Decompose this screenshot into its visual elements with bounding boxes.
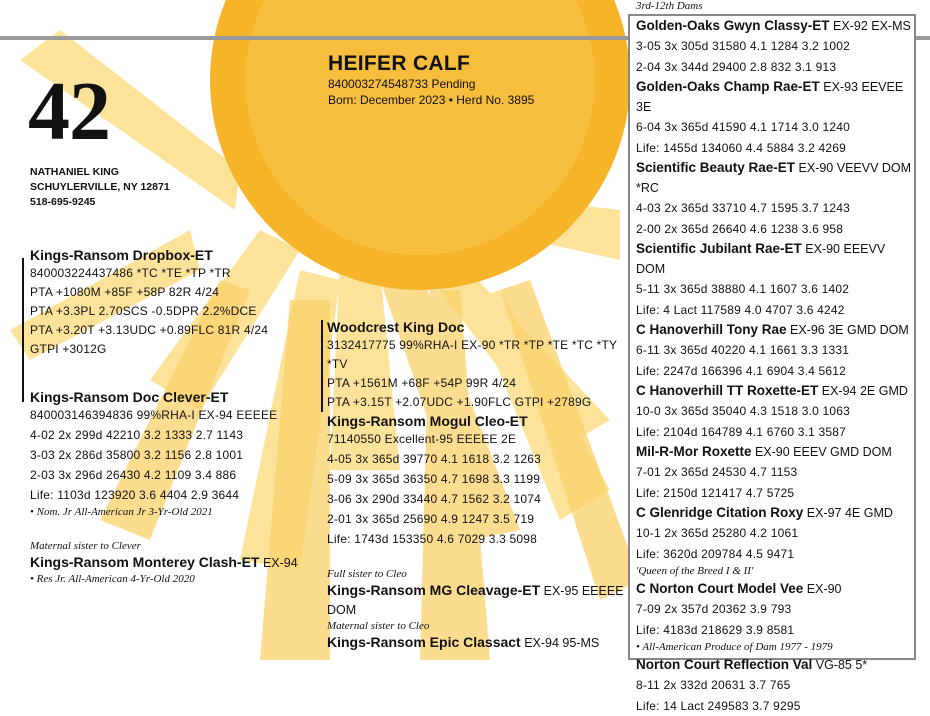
- pedigree-bracket: [22, 258, 24, 402]
- dam-name: C Hanoverhill Tony Rae: [636, 322, 787, 337]
- breeder-phone: 518-695-9245: [30, 195, 170, 210]
- ancestor-record: 3-05 3x 305d 31580 4.1 1284 3.2 1002: [636, 36, 916, 57]
- ancestor-record: 7-09 2x 357d 20362 3.9 793: [636, 599, 916, 620]
- dam-name: Norton Court Reflection Val: [636, 657, 812, 672]
- ancestor-record: 7-01 2x 365d 24530 4.7 1153: [636, 462, 916, 483]
- ancestor-note: • All-American Produce of Dam 1977 - 1979: [636, 640, 916, 655]
- second-dam-record: 5-09 3x 365d 36350 4.7 1698 3.3 1199: [327, 469, 627, 489]
- ancestor-record: 5-11 3x 365d 38880 4.1 1607 3.6 1402: [636, 279, 916, 300]
- ancestor-record: Life: 2150d 121417 4.7 5725: [636, 483, 916, 504]
- dam-note: • Nom. Jr All-American Jr 3-Yr-Old 2021: [30, 505, 300, 519]
- sire-line: 840003224437486 *TC *TE *TP *TR: [30, 264, 300, 283]
- ancestor-name: [636, 16, 916, 36]
- ancestor-record: Life: 4183d 218629 3.9 8581: [636, 620, 916, 641]
- ancestor-name: [636, 77, 916, 117]
- sister-score: EX-94 95-MS: [521, 636, 600, 650]
- sire-of-dam-name: Woodcrest King Doc: [327, 318, 627, 336]
- sire-block: [30, 246, 300, 359]
- lot-number: 42: [28, 70, 110, 154]
- cleo-sister-name: [327, 581, 627, 619]
- second-dam-record: 3-06 3x 290d 33440 4.7 1562 3.2 1074: [327, 489, 627, 509]
- second-dam-record: 2-01 3x 365d 25690 4.9 1247 3.5 719: [327, 509, 627, 529]
- dam-name: Mil-R-Mor Roxette: [636, 444, 752, 459]
- dam-record: Life: 1103d 123920 3.6 4404 2.9 3644: [30, 485, 300, 505]
- dam-name: C Hanoverhill TT Roxette-ET: [636, 383, 818, 398]
- dam-score: EX-92 EX-MS: [830, 19, 911, 33]
- dam-score: EX-96 3E GMD DOM: [787, 323, 909, 337]
- pedigree-bracket: [321, 320, 323, 412]
- ancestor-record: 2-04 3x 344d 29400 2.8 832 3.1 913: [636, 57, 916, 78]
- heifer-title: HEIFER CALF: [328, 52, 534, 76]
- maternal-sister-name: [30, 553, 300, 572]
- dam-score: EX-90 EEEV GMD DOM: [752, 445, 892, 459]
- dam-record: 4-02 2x 299d 42210 3.2 1333 2.7 1143: [30, 425, 300, 445]
- second-dam-line: 71140550 Excellent-95 EEEEE 2E: [327, 430, 627, 449]
- dam-name: Golden-Oaks Champ Rae-ET: [636, 79, 820, 94]
- ancestor-name: [636, 381, 916, 401]
- ancestor-record: 2-00 2x 365d 26640 4.6 1238 3.6 958: [636, 219, 916, 240]
- dam-name: C Norton Court Model Vee: [636, 581, 803, 596]
- dam-score: VG-85 5*: [812, 658, 867, 672]
- maternal-grand-block: [327, 318, 627, 652]
- sire-name: Kings-Ransom Dropbox-ET: [30, 246, 300, 264]
- dams-label: 3rd-12th Dams: [636, 0, 703, 12]
- ancestor-record: Life: 14 Lact 249583 3.7 9295: [636, 696, 916, 716]
- ancestor-record: Life: 2247d 166396 4.1 6904 3.4 5612: [636, 361, 916, 382]
- dam-line: 840003146394836 99%RHA-I EX-94 EEEEE: [30, 406, 300, 425]
- ancestor-name: [636, 655, 916, 675]
- dam-block: [30, 388, 300, 586]
- dam-record: 3-03 2x 286d 35800 3.2 1156 2.8 1001: [30, 445, 300, 465]
- maternal-sister-label: Maternal sister to Clever: [30, 539, 300, 553]
- sire-line: PTA +1080M +85F +58P 82R 4/24: [30, 283, 300, 302]
- ancestor-record: 8-11 2x 332d 20631 3.7 765: [636, 675, 916, 696]
- dam-score: EX-97 4E GMD: [803, 506, 893, 520]
- dam-score: EX-94 2E GMD: [818, 384, 908, 398]
- breeder-address: SCHUYLERVILLE, NY 12871: [30, 180, 170, 195]
- sire-of-dam-line: 3132417775 99%RHA-I EX-90 *TR *TP *TE *TC *TY *TV: [327, 336, 627, 374]
- cleo-sister-label: Full sister to Cleo: [327, 567, 627, 581]
- ancestor-name: [636, 579, 916, 599]
- cleo-sister-name: [327, 633, 627, 652]
- ancestor-record: 6-04 3x 365d 41590 4.1 1714 3.0 1240: [636, 117, 916, 138]
- second-dam-name: Kings-Ransom Mogul Cleo-ET: [327, 412, 627, 430]
- ancestor-record: 10-1 2x 365d 25280 4.2 1061: [636, 523, 916, 544]
- dam-name: Golden-Oaks Gwyn Classy-ET: [636, 18, 830, 33]
- breeder-name: NATHANIEL KING: [30, 165, 170, 180]
- ancestor-note: 'Queen of the Breed I & II': [636, 564, 916, 579]
- dam-name: C Glenridge Citation Roxy: [636, 505, 803, 520]
- ancestor-record: Life: 3620d 209784 4.5 9471: [636, 544, 916, 565]
- second-dam-record: Life: 1743d 153350 4.6 7029 3.3 5098: [327, 529, 627, 549]
- heifer-id: 840003274548733 Pending: [328, 76, 534, 92]
- ancestor-record: Life: 1455d 134060 4.4 5884 3.2 4269: [636, 138, 916, 159]
- cleo-sister-label: Maternal sister to Cleo: [327, 619, 627, 633]
- sister-score: EX-95 EEEEE DOM: [327, 584, 624, 617]
- sire-line: PTA +3.3PL 2.70SCS -0.5DPR 2.2%DCE: [30, 302, 300, 321]
- sire-line: GTPI +3012G: [30, 340, 300, 359]
- extended-pedigree: [636, 16, 916, 716]
- ancestor-name: [636, 239, 916, 279]
- ancestor-record: 6-11 3x 365d 40220 4.1 1661 3.3 1331: [636, 340, 916, 361]
- dam-name: Kings-Ransom Doc Clever-ET: [30, 388, 300, 406]
- ancestor-name: [636, 320, 916, 340]
- dam-score: EX-90 VEEVV DOM *RC: [636, 161, 911, 195]
- dam-score: EX-93 EEVEE 3E: [636, 80, 903, 114]
- sister-name: Kings-Ransom Epic Classact: [327, 634, 521, 650]
- dam-score: EX-90 EEEVV DOM: [636, 242, 885, 276]
- sire-line: PTA +3.20T +3.13UDC +0.89FLC 81R 4/24: [30, 321, 300, 340]
- sire-of-dam-line: PTA +1561M +68F +54P 99R 4/24: [327, 374, 627, 393]
- sister-name: Kings-Ransom Monterey Clash-ET: [30, 554, 259, 570]
- ancestor-record: 10-0 3x 365d 35040 4.3 1518 3.0 1063: [636, 401, 916, 422]
- sister-name: Kings-Ransom MG Cleavage-ET: [327, 582, 540, 598]
- heifer-born: Born: December 2023 • Herd No. 3895: [328, 92, 534, 108]
- breeder-info: [30, 165, 170, 210]
- ancestor-record: 4-03 2x 365d 33710 4.7 1595 3.7 1243: [636, 198, 916, 219]
- heifer-info: [328, 52, 534, 108]
- dam-name: Scientific Beauty Rae-ET: [636, 160, 795, 175]
- sister-score: EX-94: [259, 556, 297, 570]
- ancestor-name: [636, 503, 916, 523]
- second-dam-record: 4-05 3x 365d 39770 4.1 1618 3.2 1263: [327, 449, 627, 469]
- ancestor-name: [636, 442, 916, 462]
- dam-score: EX-90: [803, 582, 841, 596]
- sire-of-dam-line: PTA +3.15T +2.07UDC +1.90FLC GTPI +2789G: [327, 393, 627, 412]
- maternal-sister-note: • Res Jr. All-American 4-Yr-Old 2020: [30, 572, 300, 586]
- dam-name: Scientific Jubilant Rae-ET: [636, 241, 802, 256]
- dam-record: 2-03 3x 296d 26430 4.2 1109 3.4 886: [30, 465, 300, 485]
- ancestor-record: Life: 2104d 164789 4.1 6760 3.1 3587: [636, 422, 916, 443]
- ancestor-name: [636, 158, 916, 198]
- ancestor-record: Life: 4 Lact 117589 4.0 4707 3.6 4242: [636, 300, 916, 321]
